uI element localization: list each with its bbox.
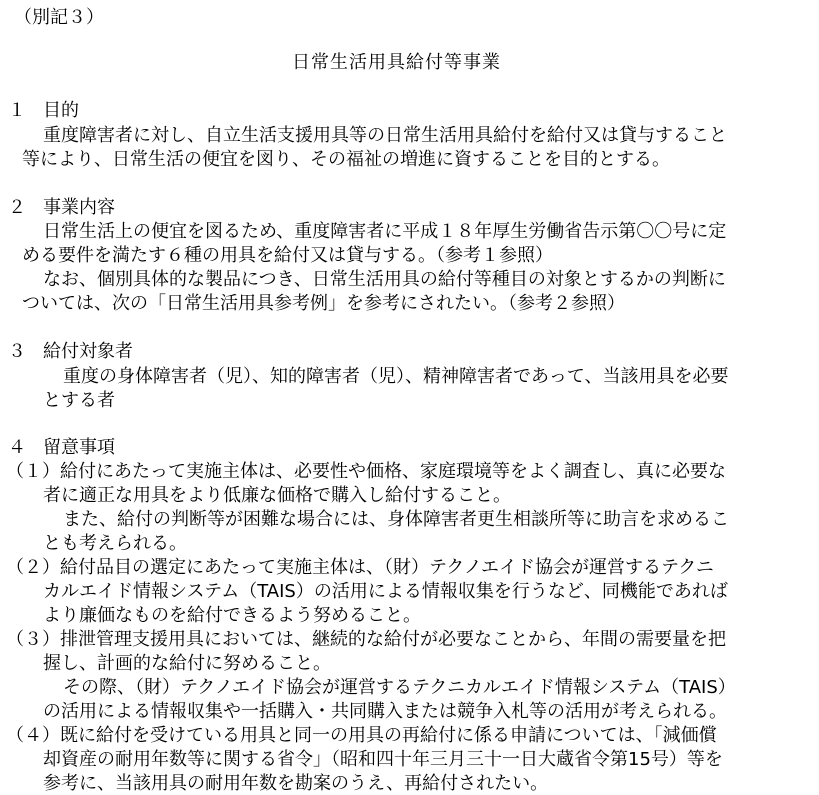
paragraph-line: （３）排泄管理支援用具においては、継続的な給付が必要なことから、年間の需要量を把 [6, 629, 726, 650]
paragraph-line: （１）給付にあたって実施主体は、必要性や価格、家庭環境等をよく調査し、真に必要な [6, 461, 726, 482]
paragraph-line: カルエイド情報システム（TAIS）の活用による情報収集を行うなど、同機能であれば [43, 581, 728, 602]
document-title: 日常生活用具給付等事業 [292, 52, 501, 73]
section-heading: 給付対象者 [43, 341, 133, 362]
paragraph-line: 握し、計画的な給付に努めること。 [43, 653, 331, 674]
section-number: ２ [8, 197, 26, 218]
paragraph-line: とする者 [43, 390, 115, 411]
paragraph-line: また、給付の判断等が困難な場合には、身体障害者更生相談所等に助言を求めるこ [63, 509, 729, 530]
section-number: １ [8, 100, 26, 121]
paragraph-line: 参考に、当該用具の耐用年数を勘案のうえ、再給付されたい。 [43, 773, 549, 794]
header-note: （別記３） [14, 7, 104, 28]
section-heading: 留意事項 [43, 437, 115, 458]
paragraph-line: ついては、次の「日常生活用具参考例」を参考にされたい。（参考２参照） [22, 293, 625, 314]
section-number: ３ [8, 341, 26, 362]
paragraph-line: 等により、日常生活の便宜を図り、その福祉の増進に資することを目的とする。 [22, 149, 670, 170]
paragraph-line: より廉価なものを給付できるよう努めること。 [43, 605, 421, 626]
paragraph-line: （２）給付品目の選定にあたって実施主体は、（財）テクノエイド協会が運営するテクニ [6, 557, 714, 578]
section-number: ４ [8, 437, 26, 458]
paragraph-line: 重度障害者に対し、自立生活支援用具等の日常生活用具給付を給付又は貸与すること [43, 125, 727, 146]
paragraph-line: 者に適正な用具をより低廉な価格で購入し給付すること。 [43, 485, 511, 506]
section-heading: 事業内容 [43, 197, 115, 218]
paragraph-line: める要件を満たす６種の用具を給付又は貸与する。（参考１参照） [22, 245, 553, 266]
paragraph-line: 却資産の耐用年数等に関する省令」（昭和四十年三月三十一日大蔵省令第15号）等を [43, 749, 723, 770]
paragraph-line: 日常生活上の便宜を図るため、重度障害者に平成１８年厚生労働省告示第〇〇号に定 [43, 221, 727, 242]
paragraph-line: 重度の身体障害者（児）、知的障害者（児）、精神障害者であって、当該用具を必要 [63, 366, 729, 387]
paragraph-line: とも考えられる。 [43, 533, 187, 554]
paragraph-line: なお、個別具体的な製品につき、日常生活用具の給付等種目の対象とするかの判断に [43, 269, 726, 290]
paragraph-line: の活用による情報収集や一括購入・共同購入または競争入札等の活用が考えられる。 [43, 701, 727, 722]
paragraph-line: （４）既に給付を受けている用具と同一の用具の再給付に係る申請については、「減価償 [6, 725, 717, 746]
section-heading: 目的 [43, 100, 79, 121]
paragraph-line: その際、（財）テクノエイド協会が運営するテクニカルエイド情報システム（TAIS） [63, 677, 736, 698]
